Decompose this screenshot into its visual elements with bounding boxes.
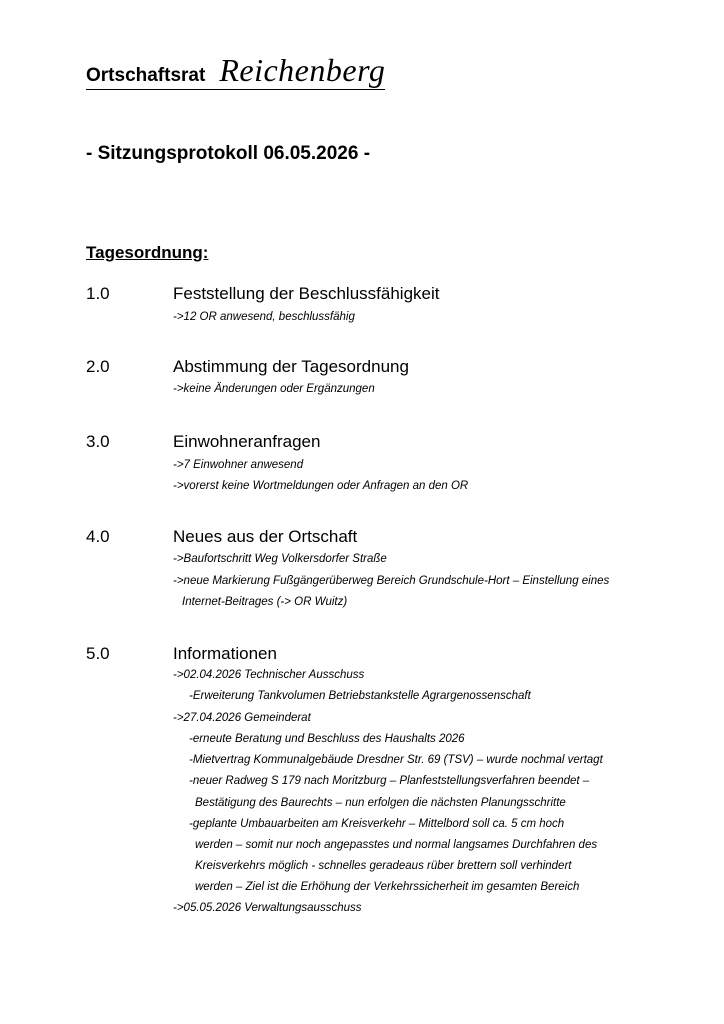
agenda-item-number: 1.0 xyxy=(86,284,110,303)
agenda-note: Internet-Beitrages (-> OR Wuitz) xyxy=(182,596,348,608)
agenda-item-title: Informationen xyxy=(173,644,277,663)
agenda-note: ->27.04.2026 Gemeinderat xyxy=(173,712,311,724)
agenda-note: ->vorerst keine Wortmeldungen oder Anfragen an den OR xyxy=(173,480,469,492)
agenda-note: -Erweiterung Tankvolumen Betriebstankstelle Agrargenossenschaft xyxy=(189,690,531,702)
agenda-item-number: 2.0 xyxy=(86,357,110,376)
agenda-note: Kreisverkehrs möglich - schnelles geradeaus rüber brettern soll verhindert xyxy=(195,860,572,872)
agenda-item-title: Neues aus der Ortschaft xyxy=(173,527,358,546)
agenda-note: ->7 Einwohner anwesend xyxy=(173,459,304,471)
place-name: Reichenberg xyxy=(219,52,386,88)
agenda-note: -Mietvertrag Kommunalgebäude Dresdner Str. 69 (TSV) – wurde nochmal vertagt xyxy=(189,754,603,766)
agenda-note: ->02.04.2026 Technischer Ausschuss xyxy=(173,669,365,681)
council-name: Ortschaftsrat xyxy=(86,65,206,86)
agenda-note: ->neue Markierung Fußgängerüberweg Bereich Grundschule-Hort – Einstellung eines xyxy=(173,575,610,587)
protocol-subtitle: - Sitzungsprotokoll 06.05.2026 - xyxy=(86,143,371,164)
agenda-item-number: 3.0 xyxy=(86,432,110,451)
agenda-item-number: 4.0 xyxy=(86,527,110,546)
agenda-note: ->05.05.2026 Verwaltungsausschuss xyxy=(173,902,362,914)
agenda-note: ->12 OR anwesend, beschlussfähig xyxy=(173,311,355,323)
agenda-note: -erneute Beratung und Beschluss des Haushalts 2026 xyxy=(189,733,465,745)
agenda-note: Bestätigung des Baurechts – nun erfolgen die nächsten Planungsschritte xyxy=(195,797,566,809)
agenda-item-title: Einwohneranfragen xyxy=(173,432,321,451)
agenda-note: ->keine Änderungen oder Ergänzungen xyxy=(173,383,375,395)
agenda-item-title: Abstimmung der Tagesordnung xyxy=(173,357,409,376)
agenda-note: -geplante Umbauarbeiten am Kreisverkehr – Mittelbord soll ca. 5 cm hoch xyxy=(189,818,565,830)
document-title xyxy=(86,54,385,90)
agenda-item-number: 5.0 xyxy=(86,644,110,663)
agenda-note: werden – somit nur noch angepasstes und normal langsames Durchfahren des xyxy=(195,839,598,851)
agenda-note: -neuer Radweg S 179 nach Moritzburg – Planfeststellungsverfahren beendet – xyxy=(189,775,590,787)
agenda-note: ->Baufortschritt Weg Volkersdorfer Straße xyxy=(173,553,387,565)
agenda-heading: Tagesordnung: xyxy=(86,243,209,262)
agenda-item-title: Feststellung der Beschlussfähigkeit xyxy=(173,284,440,303)
agenda-note: werden – Ziel ist die Erhöhung der Verkehrssicherheit im gesamten Bereich xyxy=(195,881,580,893)
